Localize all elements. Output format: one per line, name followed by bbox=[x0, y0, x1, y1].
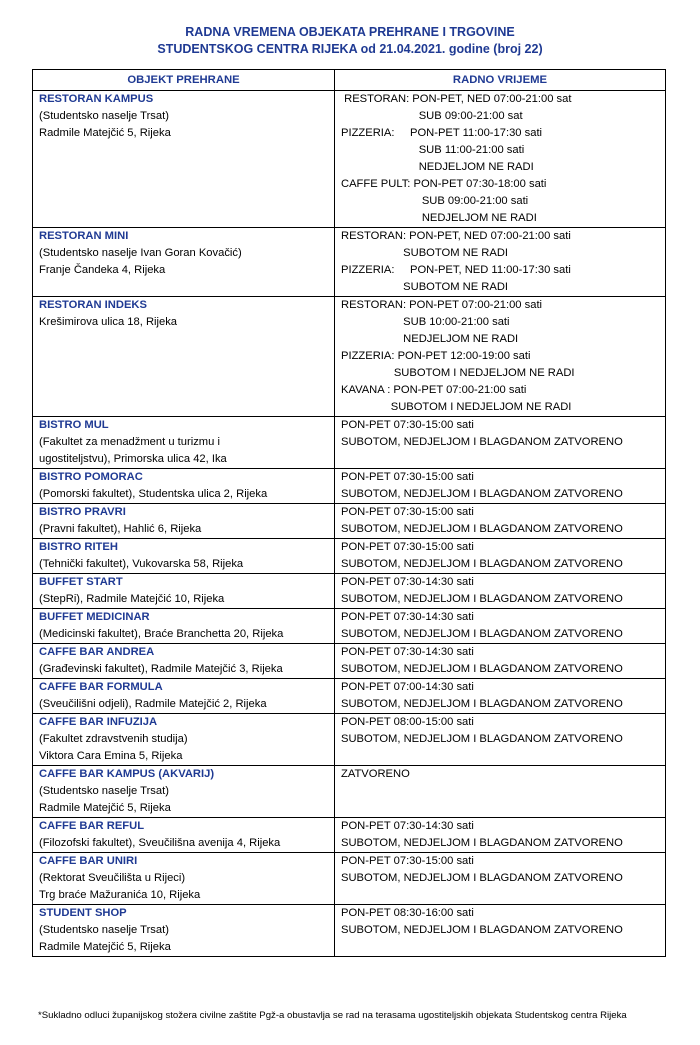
object-detail: (Filozofski fakultet), Sveučilišna avenija 4, Rijeka bbox=[39, 837, 281, 849]
header-hours: RADNO VRIJEME bbox=[335, 70, 666, 91]
hours-line: NEDJELJOM NE RADI bbox=[341, 333, 519, 345]
object-cell bbox=[33, 766, 335, 818]
hours-line: SUB 09:00-21:00 sat bbox=[341, 110, 523, 122]
hours-cell bbox=[335, 679, 666, 714]
hours-cell bbox=[335, 609, 666, 644]
object-cell bbox=[33, 818, 335, 853]
hours-line: SUBOTOM, NEDJELJOM I BLAGDANOM ZATVORENO bbox=[341, 924, 623, 936]
hours-cell bbox=[335, 539, 666, 574]
hours-cell bbox=[335, 504, 666, 539]
hours-line: KAVANA : PON-PET 07:00-21:00 sati bbox=[341, 384, 527, 396]
object-detail: Radmile Matejčić 5, Rijeka bbox=[39, 802, 171, 814]
object-name: BISTRO RITEH bbox=[39, 541, 118, 553]
object-detail: (Pomorski fakultet), Studentska ulica 2, Rijeka bbox=[39, 488, 268, 500]
object-cell bbox=[33, 504, 335, 539]
hours-cell bbox=[335, 91, 666, 228]
table-row bbox=[33, 504, 666, 539]
hours-table bbox=[32, 69, 666, 957]
hours-cell bbox=[335, 469, 666, 504]
object-cell bbox=[33, 539, 335, 574]
hours-line: PIZZERIA: PON-PET 12:00-19:00 sati bbox=[341, 350, 531, 362]
hours-line: PON-PET 07:30-15:00 sati bbox=[341, 506, 474, 518]
object-cell bbox=[33, 417, 335, 469]
object-name: CAFFE BAR KAMPUS (AKVARIJ) bbox=[39, 768, 215, 780]
hours-line: SUBOTOM, NEDJELJOM I BLAGDANOM ZATVORENO bbox=[341, 837, 623, 849]
object-name: BISTRO PRAVRI bbox=[39, 506, 126, 518]
hours-line: SUBOTOM, NEDJELJOM I BLAGDANOM ZATVORENO bbox=[341, 628, 623, 640]
hours-line: SUBOTOM, NEDJELJOM I BLAGDANOM ZATVORENO bbox=[341, 593, 623, 605]
hours-line: SUBOTOM, NEDJELJOM I BLAGDANOM ZATVORENO bbox=[341, 663, 623, 675]
object-detail: (Studentsko naselje Ivan Goran Kovačić) bbox=[39, 247, 242, 259]
hours-line: PON-PET 07:30-15:00 sati bbox=[341, 541, 474, 553]
object-name: STUDENT SHOP bbox=[39, 907, 127, 919]
table-row bbox=[33, 609, 666, 644]
object-cell bbox=[33, 228, 335, 297]
object-detail: Radmile Matejčić 5, Rijeka bbox=[39, 941, 171, 953]
object-name: CAFFE BAR INFUZIJA bbox=[39, 716, 158, 728]
hours-line: PON-PET 08:30-16:00 sati bbox=[341, 907, 474, 919]
hours-line: NEDJELJOM NE RADI bbox=[341, 161, 534, 173]
hours-cell bbox=[335, 714, 666, 766]
hours-line: PON-PET 07:30-15:00 sati bbox=[341, 855, 474, 867]
hours-line: PON-PET 07:30-14:30 sati bbox=[341, 820, 474, 832]
hours-cell bbox=[335, 297, 666, 417]
hours-line: SUBOTOM, NEDJELJOM I BLAGDANOM ZATVORENO bbox=[341, 488, 623, 500]
object-detail: (Fakultet za menadžment u turizmu i bbox=[39, 436, 220, 448]
hours-line: SUB 11:00-21:00 sati bbox=[341, 144, 525, 156]
hours-line: SUB 10:00-21:00 sati bbox=[341, 316, 510, 328]
hours-line: PON-PET 08:00-15:00 sati bbox=[341, 716, 474, 728]
table-row bbox=[33, 297, 666, 417]
footnote: *Sukladno odluci županijskog stožera civilne zaštite Pgž-a obustavlja se rad na terasama ugostiteljskih objekata Studentskog centra Rijeka bbox=[38, 1010, 627, 1021]
hours-line: SUBOTOM, NEDJELJOM I BLAGDANOM ZATVORENO bbox=[341, 558, 623, 570]
object-cell bbox=[33, 679, 335, 714]
hours-cell bbox=[335, 228, 666, 297]
object-name: RESTORAN INDEKS bbox=[39, 299, 147, 311]
hours-line: SUBOTOM, NEDJELJOM I BLAGDANOM ZATVORENO bbox=[341, 436, 623, 448]
table-row bbox=[33, 818, 666, 853]
header-object: OBJEKT PREHRANE bbox=[33, 70, 335, 91]
table-row bbox=[33, 91, 666, 228]
hours-line: SUBOTOM I NEDJELJOM NE RADI bbox=[341, 401, 572, 413]
object-detail: (Pravni fakultet), Hahlić 6, Rijeka bbox=[39, 523, 202, 535]
table-row bbox=[33, 228, 666, 297]
hours-cell bbox=[335, 853, 666, 905]
hours-line: PON-PET 07:00-14:30 sati bbox=[341, 681, 474, 693]
hours-line: SUB 09:00-21:00 sati bbox=[341, 195, 529, 207]
object-cell bbox=[33, 609, 335, 644]
object-cell bbox=[33, 714, 335, 766]
object-detail: (StepRi), Radmile Matejčić 10, Rijeka bbox=[39, 593, 225, 605]
object-name: CAFFE BAR UNIRI bbox=[39, 855, 138, 867]
hours-line: ZATVORENO bbox=[341, 768, 410, 780]
object-detail: (Fakultet zdravstvenih studija) bbox=[39, 733, 188, 745]
hours-cell bbox=[335, 417, 666, 469]
title-line-1: RADNA VREMENA OBJEKATA PREHRANE I TRGOVINE bbox=[185, 25, 515, 39]
object-detail: (Tehnički fakultet), Vukovarska 58, Rijeka bbox=[39, 558, 244, 570]
hours-line: PON-PET 07:30-14:30 sati bbox=[341, 576, 474, 588]
object-name: BISTRO MUL bbox=[39, 419, 109, 431]
hours-line: PON-PET 07:30-15:00 sati bbox=[341, 419, 474, 431]
object-detail: ugostiteljstvu), Primorska ulica 42, Ika bbox=[39, 453, 227, 465]
object-name: BUFFET START bbox=[39, 576, 123, 588]
hours-line: SUBOTOM, NEDJELJOM I BLAGDANOM ZATVORENO bbox=[341, 523, 623, 535]
table-body bbox=[33, 91, 666, 957]
table-row bbox=[33, 539, 666, 574]
hours-line: PON-PET 07:30-15:00 sati bbox=[341, 471, 474, 483]
object-name: CAFFE BAR ANDREA bbox=[39, 646, 155, 658]
table-row bbox=[33, 905, 666, 957]
hours-line: PON-PET 07:30-14:30 sati bbox=[341, 646, 474, 658]
object-cell bbox=[33, 905, 335, 957]
hours-line: PIZZERIA: PON-PET, NED 11:00-17:30 sati bbox=[341, 264, 571, 276]
hours-cell bbox=[335, 574, 666, 609]
table-row bbox=[33, 574, 666, 609]
hours-line: CAFFE PULT: PON-PET 07:30-18:00 sati bbox=[341, 178, 547, 190]
hours-line: RESTORAN: PON-PET, NED 07:00-21:00 sati bbox=[341, 230, 571, 242]
document-title bbox=[0, 24, 700, 58]
table-row bbox=[33, 644, 666, 679]
title-line-2: STUDENTSKOG CENTRA RIJEKA od 21.04.2021. godine (broj 22) bbox=[157, 42, 543, 56]
object-name: CAFFE BAR REFUL bbox=[39, 820, 145, 832]
table-row bbox=[33, 714, 666, 766]
object-cell bbox=[33, 469, 335, 504]
object-detail: (Sveučilišni odjeli), Radmile Matejčić 2, Rijeka bbox=[39, 698, 267, 710]
table-row bbox=[33, 853, 666, 905]
table-header-row bbox=[33, 70, 666, 91]
hours-line: SUBOTOM NE RADI bbox=[341, 281, 509, 293]
object-cell bbox=[33, 644, 335, 679]
object-name: RESTORAN KAMPUS bbox=[39, 93, 154, 105]
hours-line: SUBOTOM, NEDJELJOM I BLAGDANOM ZATVORENO bbox=[341, 872, 623, 884]
hours-cell bbox=[335, 644, 666, 679]
object-cell bbox=[33, 91, 335, 228]
object-detail: (Studentsko naselje Trsat) bbox=[39, 785, 169, 797]
hours-line: SUBOTOM, NEDJELJOM I BLAGDANOM ZATVORENO bbox=[341, 733, 623, 745]
table-row bbox=[33, 679, 666, 714]
object-cell bbox=[33, 853, 335, 905]
object-detail: Krešimirova ulica 18, Rijeka bbox=[39, 316, 178, 328]
hours-line: RESTORAN: PON-PET 07:00-21:00 sati bbox=[341, 299, 543, 311]
object-detail: (Rektorat Sveučilišta u Rijeci) bbox=[39, 872, 186, 884]
object-detail: Radmile Matejčić 5, Rijeka bbox=[39, 127, 171, 139]
table-row bbox=[33, 766, 666, 818]
hours-line: SUBOTOM, NEDJELJOM I BLAGDANOM ZATVORENO bbox=[341, 698, 623, 710]
hours-line: RESTORAN: PON-PET, NED 07:00-21:00 sat bbox=[341, 93, 572, 105]
object-detail: (Studentsko naselje Trsat) bbox=[39, 924, 169, 936]
object-name: CAFFE BAR FORMULA bbox=[39, 681, 163, 693]
hours-line: SUBOTOM I NEDJELJOM NE RADI bbox=[341, 367, 575, 379]
object-detail: Franje Čandeka 4, Rijeka bbox=[39, 264, 166, 276]
object-cell bbox=[33, 297, 335, 417]
table-row bbox=[33, 469, 666, 504]
object-detail: (Građevinski fakultet), Radmile Matejčić 3, Rijeka bbox=[39, 663, 283, 675]
hours-cell bbox=[335, 905, 666, 957]
object-detail: (Medicinski fakultet), Braće Branchetta 20, Rijeka bbox=[39, 628, 284, 640]
hours-line: SUBOTOM NE RADI bbox=[341, 247, 509, 259]
object-name: RESTORAN MINI bbox=[39, 230, 129, 242]
hours-line: NEDJELJOM NE RADI bbox=[341, 212, 537, 224]
object-name: BISTRO POMORAC bbox=[39, 471, 143, 483]
object-detail: (Studentsko naselje Trsat) bbox=[39, 110, 169, 122]
object-detail: Viktora Cara Emina 5, Rijeka bbox=[39, 750, 183, 762]
hours-line: PON-PET 07:30-14:30 sati bbox=[341, 611, 474, 623]
hours-cell bbox=[335, 766, 666, 818]
table-row bbox=[33, 417, 666, 469]
hours-cell bbox=[335, 818, 666, 853]
hours-line: PIZZERIA: PON-PET 11:00-17:30 sati bbox=[341, 127, 543, 139]
object-detail: Trg braće Mažuranića 10, Rijeka bbox=[39, 889, 201, 901]
object-cell bbox=[33, 574, 335, 609]
object-name: BUFFET MEDICINAR bbox=[39, 611, 150, 623]
